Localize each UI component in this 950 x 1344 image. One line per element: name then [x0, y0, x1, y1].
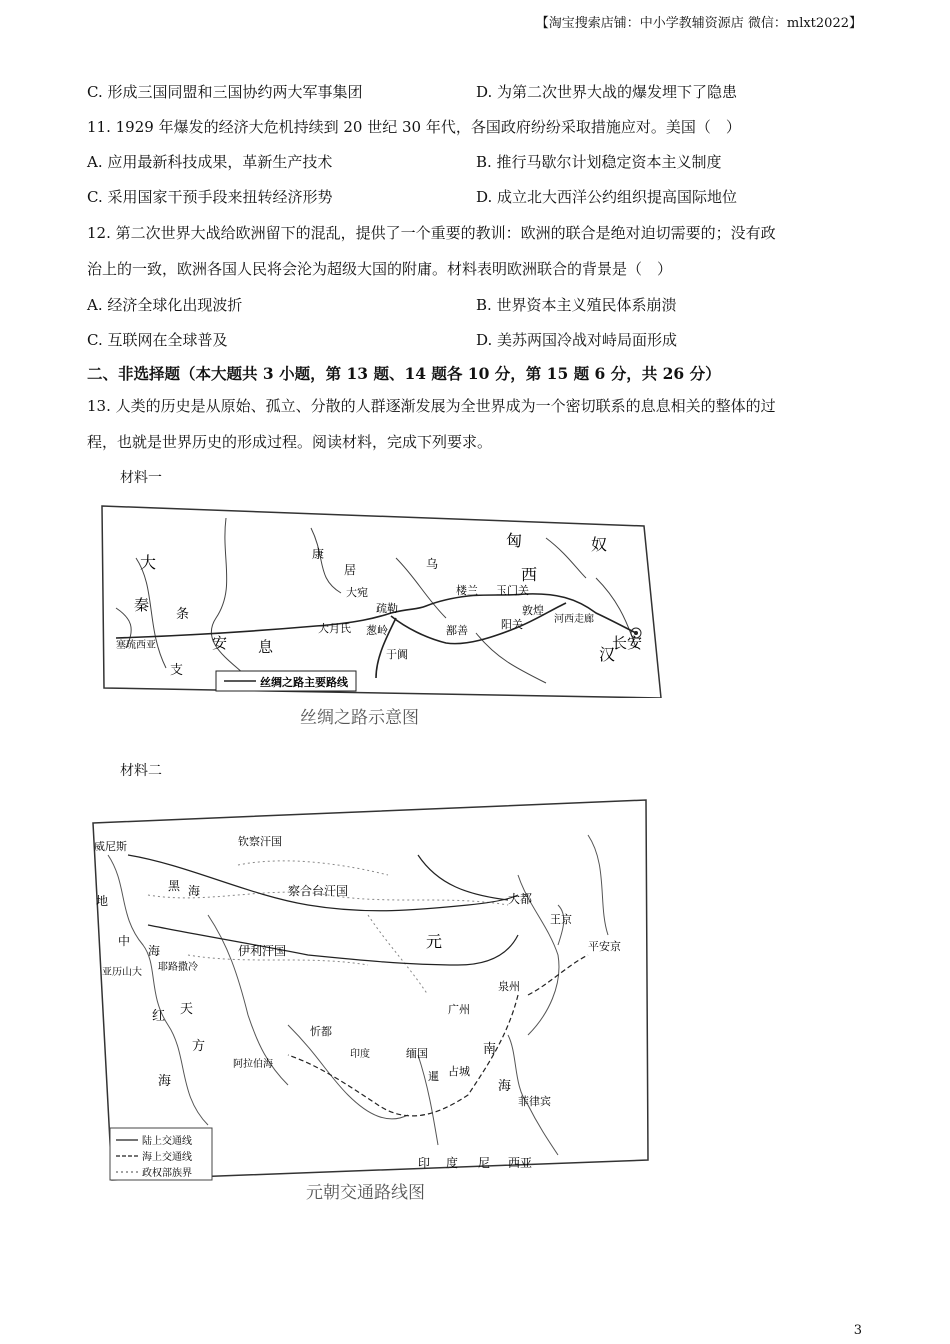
map2-xindu: 忻都: [310, 1025, 332, 1038]
material2-label: 材料二: [120, 763, 162, 779]
map1-han: 汉: [599, 645, 616, 664]
map2-feilv: 菲律宾: [518, 1095, 551, 1108]
q11-stem: 11. 1929 年爆发的经济大危机持续到 20 世纪 30 年代，各国政府纷纷采取措施应对。美国（ ）: [87, 118, 741, 136]
map1-hexi: 河西走廊: [554, 614, 594, 625]
q11-option-c: C. 采用国家干预手段来扭转经济形势: [87, 188, 333, 206]
map2-yin: 印: [418, 1156, 431, 1170]
q12-option-c: C. 互联网在全球普及: [87, 331, 228, 349]
map2-di: 地: [96, 894, 109, 908]
map2-ilkhan: 伊利汗国: [238, 944, 287, 958]
map2-venice: 威尼斯: [94, 840, 127, 853]
map2-hai2: 海: [148, 944, 161, 958]
map2-pingan: 平安京: [588, 940, 621, 953]
map2-du: 度: [446, 1156, 459, 1170]
map2-dadu: 大都: [508, 892, 533, 906]
map1-yumen: 玉门关: [496, 584, 529, 597]
map2-yuan: 元: [426, 932, 443, 951]
map1-zhi: 支: [170, 663, 184, 678]
q12-stem-line2: 治上的一致，欧洲各国人民将会沦为超级大国的附庸。材料表明欧洲联合的背景是（ ）: [87, 260, 673, 278]
map1-yangguan: 阳关: [501, 618, 523, 631]
map2-legend: [110, 1128, 212, 1180]
map1-kang: 康: [312, 547, 325, 561]
map1-ju: 居: [344, 563, 357, 577]
map2-xian: 暹: [428, 1070, 439, 1083]
map2-hai4: 海: [498, 1079, 512, 1094]
map1-qin: 秦: [134, 596, 150, 614]
map2-zhong: 中: [118, 934, 131, 948]
q12-option-b: B. 世界资本主义殖民体系崩溃: [476, 296, 677, 314]
map1-dunhuang: 敦煌: [522, 604, 544, 617]
map2-nan: 南: [483, 1042, 497, 1057]
map1-da: 大: [140, 553, 157, 572]
map2-hei: 黑: [168, 879, 181, 893]
map1-seleucia: 塞琉西亚: [116, 640, 156, 651]
q11-option-b: B. 推行马歇尔计划稳定资本主义制度: [476, 153, 722, 171]
map1-nu: 奴: [591, 535, 608, 554]
page-header: 【淘宝搜索店铺：中小学教辅资源店 微信：mlxt2022】: [535, 16, 862, 31]
map2-hong: 红: [152, 1009, 166, 1024]
map2-wangjing: 王京: [550, 913, 572, 926]
map2-guangzhou: 广州: [448, 1003, 470, 1016]
map2-qincha: 钦察汗国: [238, 835, 282, 848]
map2-alex: 亚历山大: [102, 967, 142, 978]
map2-legend-land: 陆上交通线: [142, 1136, 192, 1147]
q11-option-d: D. 成立北大西洋公约组织提高国际地位: [476, 188, 738, 206]
material2-caption: 元朝交通路线图: [306, 1183, 425, 1203]
map2-hai3: 海: [158, 1074, 172, 1089]
q10-option-d: D. 为第二次世界大战的爆发埋下了隐患: [476, 83, 738, 101]
material1-caption: 丝绸之路示意图: [300, 708, 419, 728]
section-heading: 二、非选择题（本大题共 3 小题，第 13 题、14 题各 10 分，第 15 题 6 分，共 26 分）: [87, 364, 721, 383]
map2-tian: 天: [180, 1002, 194, 1017]
q13-stem-line2: 程，也就是世界历史的形成过程。阅读材料，完成下列要求。: [87, 433, 493, 451]
map2-frame: [93, 800, 648, 1180]
map1-wu: 乌: [426, 557, 439, 571]
map2-yeluo: 耶路撒冷: [158, 962, 198, 973]
map1-congling: 葱岭: [366, 624, 388, 637]
map1-tiao: 条: [176, 607, 190, 622]
q13-stem-line1: 13. 人类的历史是从原始、孤立、分散的人群逐渐发展为全世界成为一个密切联系的息息相关的整体的过: [87, 397, 776, 415]
map1-dayuezhi: 大月氏: [318, 622, 351, 635]
q10-option-c: C. 形成三国同盟和三国协约两大军事集团: [87, 83, 363, 101]
page-number: 3: [853, 1323, 862, 1338]
q11-option-a: A. 应用最新科技成果，革新生产技术: [87, 153, 333, 171]
map1-dayuan: 大宛: [346, 586, 368, 599]
q12-option-a: A. 经济全球化出现波折: [87, 296, 243, 314]
map1-xi: 西: [521, 565, 538, 584]
map1-loulan: 楼兰: [456, 584, 478, 597]
map1-xiong: 匈: [506, 531, 523, 550]
map2-fang: 方: [192, 1039, 206, 1054]
map2-legend-border: 政权部族界: [142, 1168, 192, 1179]
q12-option-d: D. 美苏两国冷战对峙局面形成: [476, 331, 678, 349]
map2-quanzhou: 泉州: [498, 980, 520, 993]
map1-yutian: 于阗: [386, 648, 408, 661]
yuan-routes-map: [88, 795, 653, 1185]
map1-xi2: 息: [258, 638, 274, 656]
map1-changan: 长安: [612, 634, 643, 652]
map2-chaghatai: 察合台汗国: [288, 884, 349, 898]
map2-legend-sea: 海上交通线: [142, 1152, 192, 1163]
map2-alabo: 阿拉伯海: [233, 1059, 273, 1070]
map1-shanshan: 鄯善: [446, 624, 468, 637]
map2-ni: 尼: [478, 1156, 491, 1170]
silk-road-map: [96, 498, 666, 698]
map2-xiya: 西亚: [508, 1156, 533, 1170]
map2-hai1: 海: [188, 884, 201, 898]
map2-mian: 缅国: [406, 1047, 428, 1060]
material1-label: 材料一: [120, 470, 162, 486]
map2-yindu: 印度: [350, 1049, 370, 1060]
q12-stem-line1: 12. 第二次世界大战给欧洲留下的混乱，提供了一个重要的教训：欧洲的联合是绝对迫切需要的；没有政: [87, 224, 776, 242]
map1-an: 安: [212, 634, 228, 652]
map1-legend-text: 丝绸之路主要路线: [260, 676, 348, 689]
map1-legend: [216, 671, 356, 691]
map2-zhancheng: 占城: [448, 1065, 470, 1078]
map1-shule: 疏勒: [376, 602, 398, 615]
